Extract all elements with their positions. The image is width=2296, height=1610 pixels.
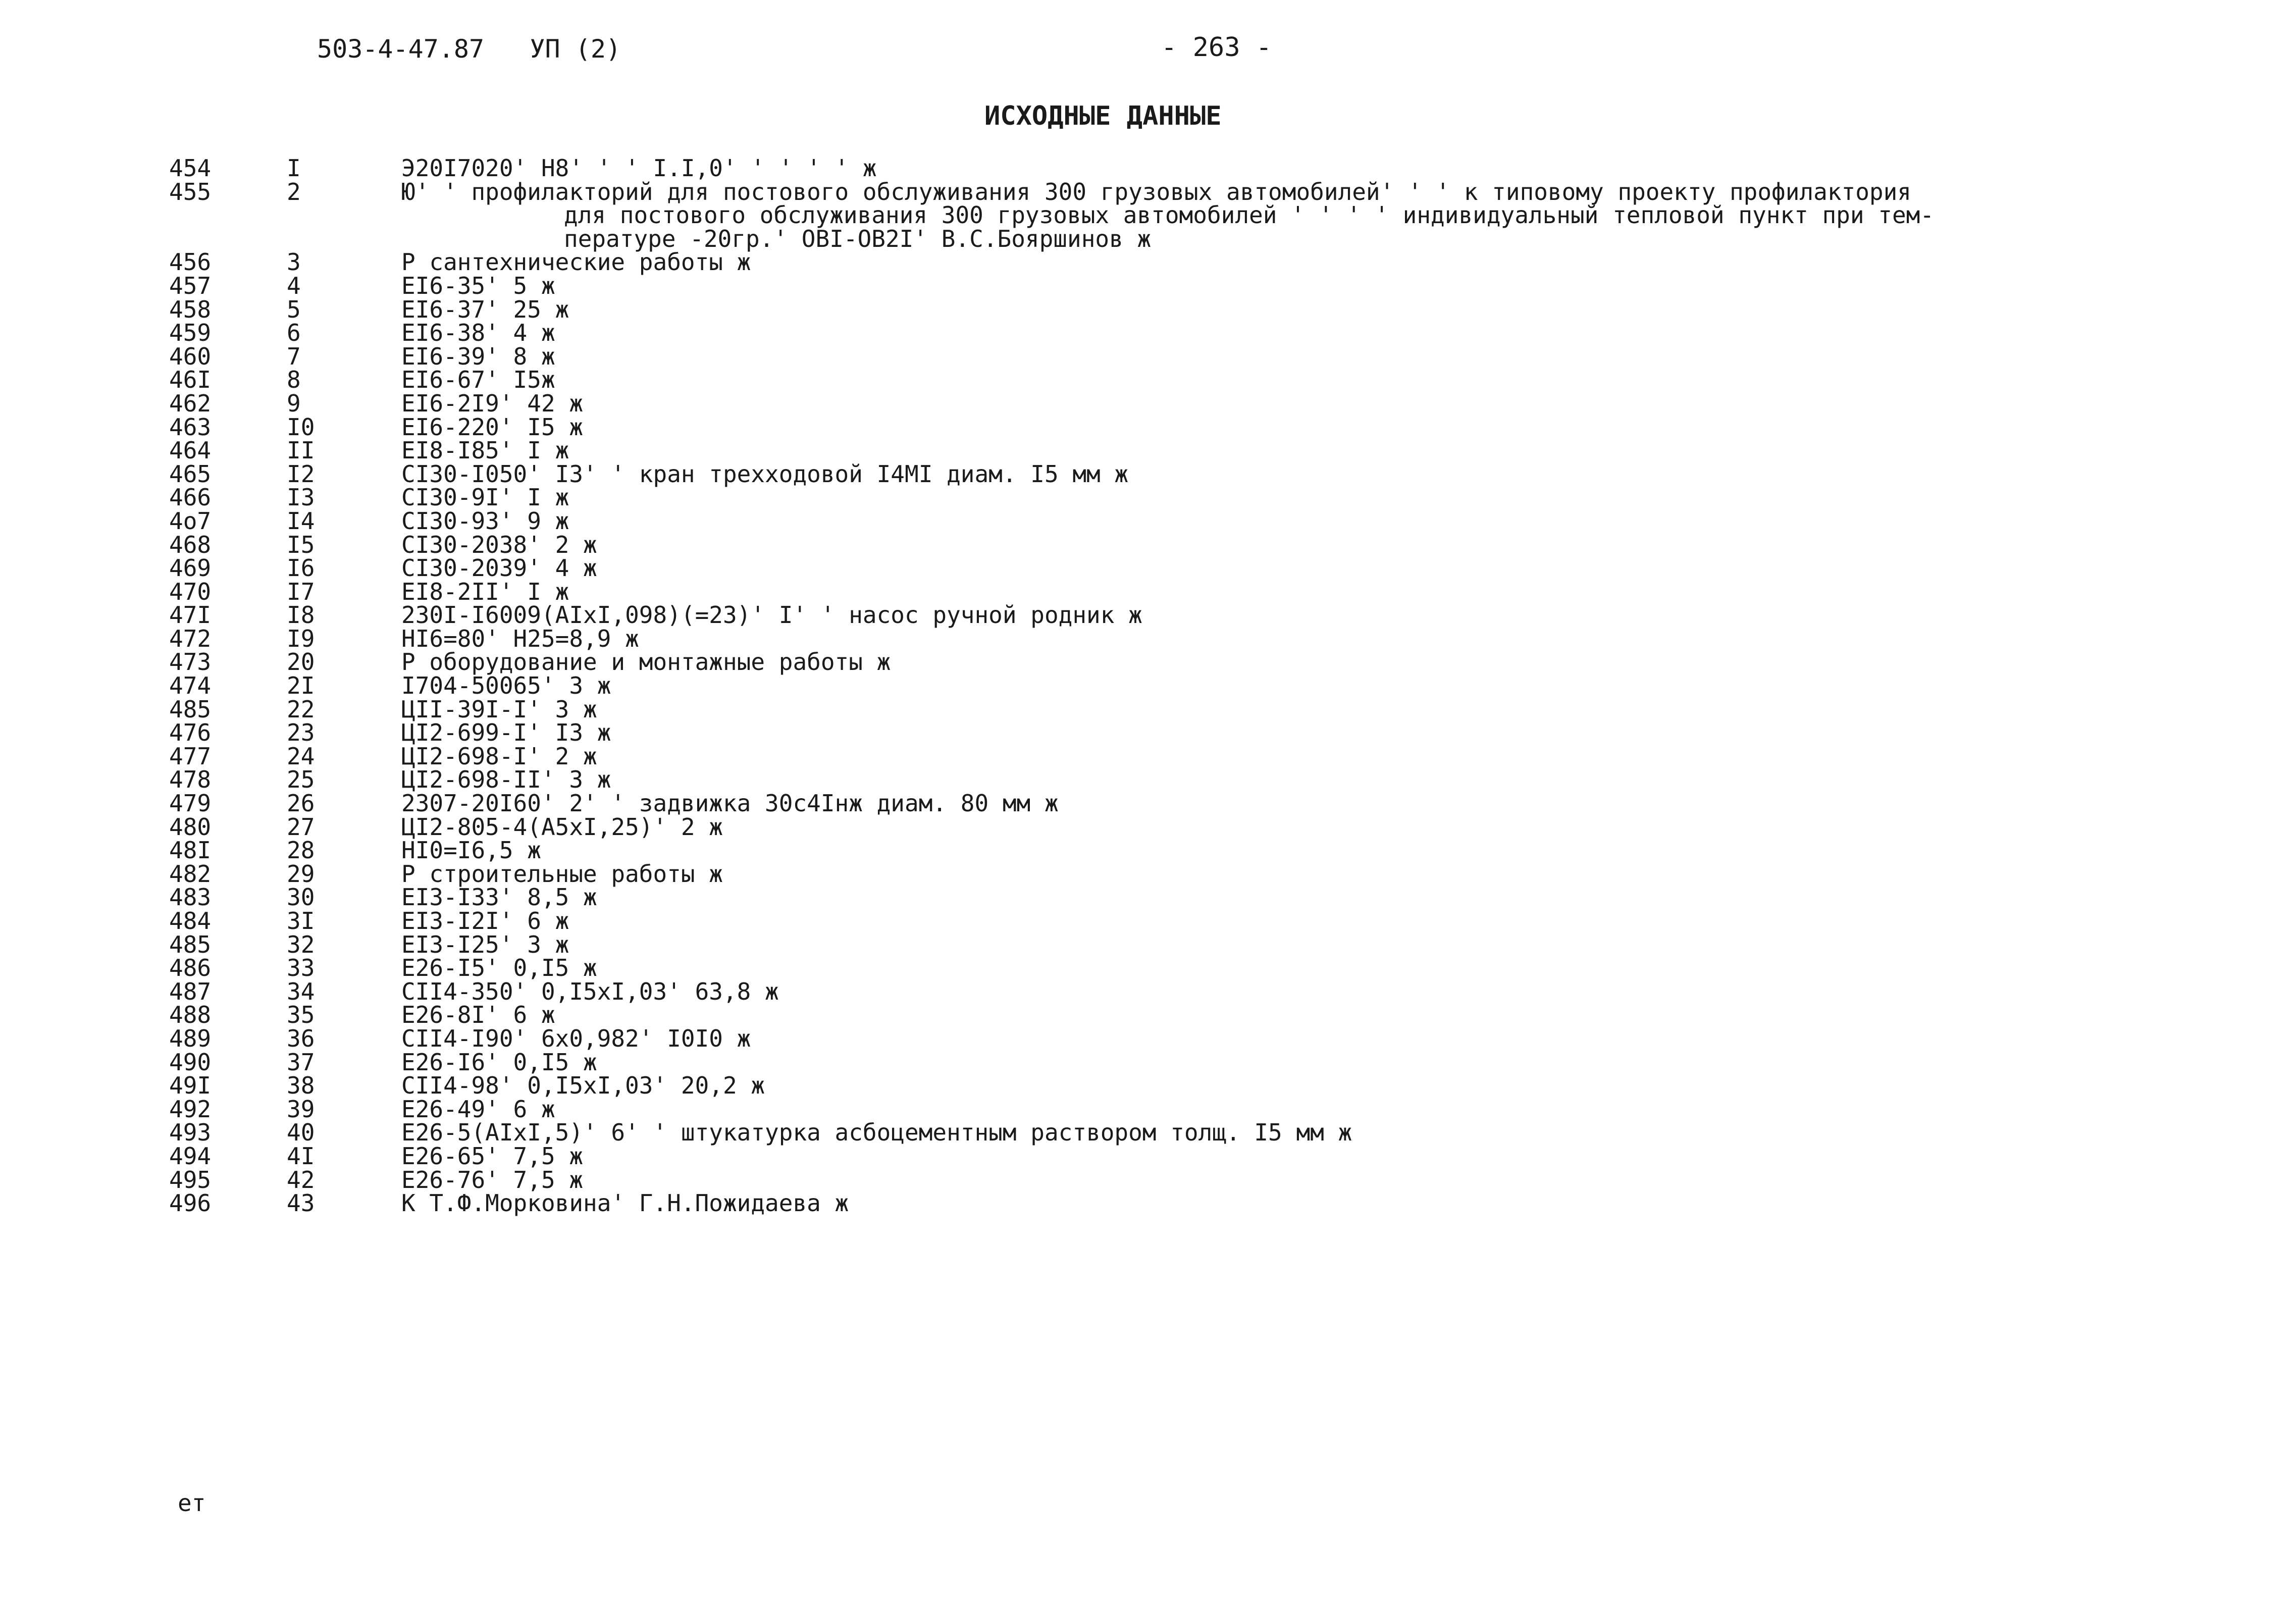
line-number: 477 bbox=[169, 742, 212, 770]
record-text bbox=[401, 742, 2017, 770]
line-number: 494 bbox=[169, 1142, 212, 1170]
record-text-line: ЦI2-699-I' I3 ж bbox=[401, 719, 611, 747]
list-item bbox=[0, 886, 2296, 909]
record-index: I7 bbox=[287, 578, 315, 605]
record-text bbox=[401, 1168, 2017, 1192]
list-item bbox=[0, 1142, 2296, 1170]
record-text-line: I704-50065' 3 ж bbox=[401, 672, 611, 700]
record-index: 32 bbox=[287, 930, 315, 958]
line-number: 474 bbox=[169, 672, 212, 700]
record-text-line: ЕI8-I85' I ж bbox=[401, 437, 569, 464]
record-text-line: Э20I7020' Н8' ' ' I.I,0' ' ' ' ' ж bbox=[401, 154, 877, 182]
record-text-line: ЕI6-38' 4 ж bbox=[401, 319, 555, 347]
list-item bbox=[0, 486, 2296, 509]
record-text-line: Е26-5(АIхI,5)' 6' ' штукатурка асбоцементным раствором толщ. I5 мм ж bbox=[401, 1119, 1352, 1147]
line-number: 465 bbox=[169, 460, 212, 488]
record-text-line: СI30-9I' I ж bbox=[401, 484, 569, 511]
line-number: 455 bbox=[169, 178, 212, 205]
record-index: 27 bbox=[287, 813, 315, 841]
record-text bbox=[401, 674, 2017, 698]
record-text-line: СI30-I050' I3' ' кран трехходовой I4МI диам. I5 мм ж bbox=[401, 460, 1129, 488]
line-number: 457 bbox=[169, 272, 212, 299]
record-text-line: СII4-350' 0,I5хI,03' 63,8 ж bbox=[401, 977, 779, 1005]
record-text bbox=[401, 389, 2017, 417]
line-number: 496 bbox=[169, 1189, 212, 1217]
record-index: 4I bbox=[287, 1142, 315, 1170]
record-index: 42 bbox=[287, 1166, 315, 1193]
record-text bbox=[401, 462, 2017, 486]
record-index: I4 bbox=[287, 507, 315, 535]
record-text bbox=[401, 627, 2017, 651]
record-text bbox=[401, 180, 2017, 251]
list-item bbox=[0, 930, 2296, 958]
record-text-line: ЕI6-67' I5ж bbox=[401, 366, 555, 394]
line-number: 478 bbox=[169, 766, 212, 794]
line-number: 4о7 bbox=[169, 507, 212, 535]
record-text bbox=[401, 862, 2017, 886]
line-number: 493 bbox=[169, 1119, 212, 1147]
line-number: 469 bbox=[169, 554, 212, 582]
record-text bbox=[401, 1095, 2017, 1123]
line-number: 485 bbox=[169, 930, 212, 958]
record-text bbox=[401, 839, 2017, 862]
record-text-line: Е26-I5' 0,I5 ж bbox=[401, 954, 597, 982]
list-item bbox=[0, 1168, 2296, 1192]
line-number: 476 bbox=[169, 719, 212, 747]
list-item bbox=[0, 792, 2296, 815]
record-index: I5 bbox=[287, 531, 315, 558]
footer-mark: ет bbox=[178, 1489, 206, 1517]
line-number: 480 bbox=[169, 813, 212, 841]
line-number: 468 bbox=[169, 531, 212, 558]
list-item bbox=[0, 1003, 2296, 1027]
list-item bbox=[0, 180, 2296, 251]
list-item bbox=[0, 250, 2296, 274]
list-item bbox=[0, 627, 2296, 651]
record-text bbox=[401, 368, 2017, 392]
list-item bbox=[0, 533, 2296, 557]
record-index: 8 bbox=[287, 366, 301, 394]
record-text-line: 230I-I6009(АIхI,098)(=23)' I' ' насос ручной родник ж bbox=[401, 601, 1142, 629]
line-number: 460 bbox=[169, 342, 212, 370]
record-index: 7 bbox=[287, 342, 301, 370]
data-listing bbox=[0, 154, 2296, 1217]
list-item bbox=[0, 1024, 2296, 1052]
record-text-line: Р сантехнические работы ж bbox=[401, 248, 751, 276]
list-item bbox=[0, 509, 2296, 533]
record-index: 34 bbox=[287, 977, 315, 1005]
line-number: 495 bbox=[169, 1166, 212, 1193]
line-number: 456 bbox=[169, 248, 212, 276]
record-text-line: ЦI2-698-I' 2 ж bbox=[401, 742, 597, 770]
record-text-line: ЦI2-805-4(А5хI,25)' 2 ж bbox=[401, 813, 723, 841]
page-title: ИСХОДНЫЕ ДАННЫЕ bbox=[984, 101, 1222, 131]
record-text-line: СI30-93' 9 ж bbox=[401, 507, 569, 535]
record-text bbox=[401, 154, 2017, 182]
record-text bbox=[401, 815, 2017, 839]
line-number: 488 bbox=[169, 1001, 212, 1029]
record-text-line: ЕI6-2I9' 42 ж bbox=[401, 389, 584, 417]
record-text-line: ЕI3-I2I' 6 ж bbox=[401, 907, 569, 934]
record-index: 29 bbox=[287, 860, 315, 888]
record-text bbox=[401, 295, 2017, 323]
line-number: 485 bbox=[169, 695, 212, 723]
list-item bbox=[0, 862, 2296, 886]
line-number: 479 bbox=[169, 790, 212, 817]
record-text bbox=[401, 580, 2017, 604]
line-number: 483 bbox=[169, 884, 212, 911]
line-number: 454 bbox=[169, 154, 212, 182]
record-text-line: СI30-2038' 2 ж bbox=[401, 531, 597, 558]
list-item bbox=[0, 321, 2296, 345]
record-text bbox=[401, 509, 2017, 533]
record-text bbox=[401, 768, 2017, 792]
document-code: 503-4-47.87 УП (2) bbox=[317, 34, 621, 64]
list-item bbox=[0, 1048, 2296, 1076]
record-text-line: Е26-65' 7,5 ж bbox=[401, 1142, 584, 1170]
list-item bbox=[0, 342, 2296, 370]
record-text bbox=[401, 250, 2017, 274]
list-item bbox=[0, 956, 2296, 980]
record-text bbox=[401, 413, 2017, 441]
record-text-line: ЕI6-220' I5 ж bbox=[401, 413, 584, 441]
line-number: 490 bbox=[169, 1048, 212, 1076]
record-text bbox=[401, 274, 2017, 298]
list-item bbox=[0, 909, 2296, 933]
record-text-line: Ю' ' профилакторий для постового обслуживания 300 грузовых автомобилей' ' ' к типовому проекту профилактория bbox=[401, 178, 1911, 205]
record-text bbox=[401, 956, 2017, 980]
line-number: 486 bbox=[169, 954, 212, 982]
record-index: 24 bbox=[287, 742, 315, 770]
record-text-line: Е26-76' 7,5 ж bbox=[401, 1166, 584, 1193]
record-index: 35 bbox=[287, 1001, 315, 1029]
record-text bbox=[401, 533, 2017, 557]
record-text bbox=[401, 321, 2017, 345]
list-item bbox=[0, 368, 2296, 392]
list-item bbox=[0, 768, 2296, 792]
list-item bbox=[0, 439, 2296, 462]
record-text bbox=[401, 886, 2017, 909]
line-number: 470 bbox=[169, 578, 212, 605]
record-index: 38 bbox=[287, 1072, 315, 1100]
record-text bbox=[401, 486, 2017, 509]
line-number: 466 bbox=[169, 484, 212, 511]
list-item bbox=[0, 815, 2296, 839]
record-text-line: ЕI3-I33' 8,5 ж bbox=[401, 884, 597, 911]
record-text bbox=[401, 1074, 2017, 1098]
line-number: 458 bbox=[169, 295, 212, 323]
list-item bbox=[0, 839, 2296, 862]
record-index: I bbox=[287, 154, 301, 182]
record-index: 39 bbox=[287, 1095, 315, 1123]
list-item bbox=[0, 389, 2296, 417]
record-index: I2 bbox=[287, 460, 315, 488]
record-index: 2 bbox=[287, 178, 301, 205]
record-index: 5 bbox=[287, 295, 301, 323]
record-index: 25 bbox=[287, 766, 315, 794]
record-text bbox=[401, 695, 2017, 723]
record-text-line: для постового обслуживания 300 грузовых автомобилей ' ' ' ' индивидуальный тепловой пункт при тем- bbox=[564, 201, 1935, 229]
record-text-line: НI0=I6,5 ж bbox=[401, 837, 541, 864]
record-text-line: Е26-49' 6 ж bbox=[401, 1095, 555, 1123]
record-text bbox=[401, 556, 2017, 580]
record-index: 3I bbox=[287, 907, 315, 934]
record-index: 43 bbox=[287, 1189, 315, 1217]
record-index: 30 bbox=[287, 884, 315, 911]
record-text-line: ЦI2-698-II' 3 ж bbox=[401, 766, 611, 794]
list-item bbox=[0, 695, 2296, 723]
record-text bbox=[401, 977, 2017, 1005]
line-number: 489 bbox=[169, 1024, 212, 1052]
list-item bbox=[0, 674, 2296, 698]
list-item bbox=[0, 462, 2296, 486]
record-index: I8 bbox=[287, 601, 315, 629]
line-number: 46I bbox=[169, 366, 212, 394]
line-number: 462 bbox=[169, 389, 212, 417]
record-text-line: СII4-98' 0,I5хI,03' 20,2 ж bbox=[401, 1072, 765, 1100]
list-item bbox=[0, 413, 2296, 441]
record-text-line: СII4-I90' 6х0,982' I0I0 ж bbox=[401, 1024, 751, 1052]
record-text bbox=[401, 439, 2017, 462]
record-text bbox=[401, 1121, 2017, 1145]
record-index: I0 bbox=[287, 413, 315, 441]
line-number: 49I bbox=[169, 1072, 212, 1100]
list-item bbox=[0, 603, 2296, 627]
line-number: 459 bbox=[169, 319, 212, 347]
line-number: 487 bbox=[169, 977, 212, 1005]
record-text-line: ЕI3-I25' 3 ж bbox=[401, 930, 569, 958]
record-index: 3 bbox=[287, 248, 301, 276]
record-index: 9 bbox=[287, 389, 301, 417]
record-text bbox=[401, 1003, 2017, 1027]
record-text-line: Р оборудование и монтажные работы ж bbox=[401, 648, 891, 676]
list-item bbox=[0, 742, 2296, 770]
record-index: 37 bbox=[287, 1048, 315, 1076]
record-text-line: ЦII-39I-I' 3 ж bbox=[401, 695, 597, 723]
list-item bbox=[0, 274, 2296, 298]
record-text-line: ЕI6-35' 5 ж bbox=[401, 272, 555, 299]
record-index: 6 bbox=[287, 319, 301, 347]
record-text bbox=[401, 930, 2017, 958]
record-text-line: ЕI6-37' 25 ж bbox=[401, 295, 569, 323]
list-item bbox=[0, 1121, 2296, 1145]
record-text bbox=[401, 1024, 2017, 1052]
record-index: 40 bbox=[287, 1119, 315, 1147]
record-text bbox=[401, 1048, 2017, 1076]
record-text bbox=[401, 909, 2017, 933]
record-index: 33 bbox=[287, 954, 315, 982]
record-index: 28 bbox=[287, 837, 315, 864]
record-text-line: НI6=80' Н25=8,9 ж bbox=[401, 625, 639, 652]
record-text-line: пературе -20гр.' ОВI-ОВ2I' В.С.Бояршинов ж bbox=[564, 225, 1152, 252]
record-text-line: СI30-2039' 4 ж bbox=[401, 554, 597, 582]
line-number: 48I bbox=[169, 837, 212, 864]
line-number: 463 bbox=[169, 413, 212, 441]
record-text bbox=[401, 792, 2017, 815]
record-text-line: К Т.Ф.Морковина' Г.Н.Пожидаева ж bbox=[401, 1189, 849, 1217]
list-item bbox=[0, 1095, 2296, 1123]
line-number: 473 bbox=[169, 648, 212, 676]
record-text bbox=[401, 650, 2017, 674]
record-index: 26 bbox=[287, 790, 315, 817]
line-number: 492 bbox=[169, 1095, 212, 1123]
page-number: - 263 - bbox=[1161, 32, 1272, 63]
record-text-line: ЕI6-39' 8 ж bbox=[401, 342, 555, 370]
record-text bbox=[401, 342, 2017, 370]
record-text bbox=[401, 603, 2017, 627]
line-number: 484 bbox=[169, 907, 212, 934]
record-index: 36 bbox=[287, 1024, 315, 1052]
record-text-line: ЕI8-2II' I ж bbox=[401, 578, 569, 605]
list-item bbox=[0, 295, 2296, 323]
record-index: 23 bbox=[287, 719, 315, 747]
line-number: 47I bbox=[169, 601, 212, 629]
list-item bbox=[0, 650, 2296, 674]
record-text-line: Е26-8I' 6 ж bbox=[401, 1001, 555, 1029]
record-text bbox=[401, 1142, 2017, 1170]
record-index: 2I bbox=[287, 672, 315, 700]
record-text bbox=[401, 1191, 2017, 1215]
line-number: 464 bbox=[169, 437, 212, 464]
record-index: II bbox=[287, 437, 315, 464]
record-index: I9 bbox=[287, 625, 315, 652]
list-item bbox=[0, 556, 2296, 580]
list-item bbox=[0, 721, 2296, 745]
line-number: 482 bbox=[169, 860, 212, 888]
record-text-line: Е26-I6' 0,I5 ж bbox=[401, 1048, 597, 1076]
record-index: I6 bbox=[287, 554, 315, 582]
record-text-line: Р строительные работы ж bbox=[401, 860, 723, 888]
record-text bbox=[401, 721, 2017, 745]
record-index: 4 bbox=[287, 272, 301, 299]
list-item bbox=[0, 154, 2296, 182]
record-index: 20 bbox=[287, 648, 315, 676]
record-index: 22 bbox=[287, 695, 315, 723]
list-item bbox=[0, 580, 2296, 604]
list-item bbox=[0, 977, 2296, 1005]
list-item bbox=[0, 1074, 2296, 1098]
list-item bbox=[0, 1191, 2296, 1215]
record-index: I3 bbox=[287, 484, 315, 511]
record-text-line: 2307-20I60' 2' ' задвижка 30с4Iнж диам. 80 мм ж bbox=[401, 790, 1059, 817]
line-number: 472 bbox=[169, 625, 212, 652]
